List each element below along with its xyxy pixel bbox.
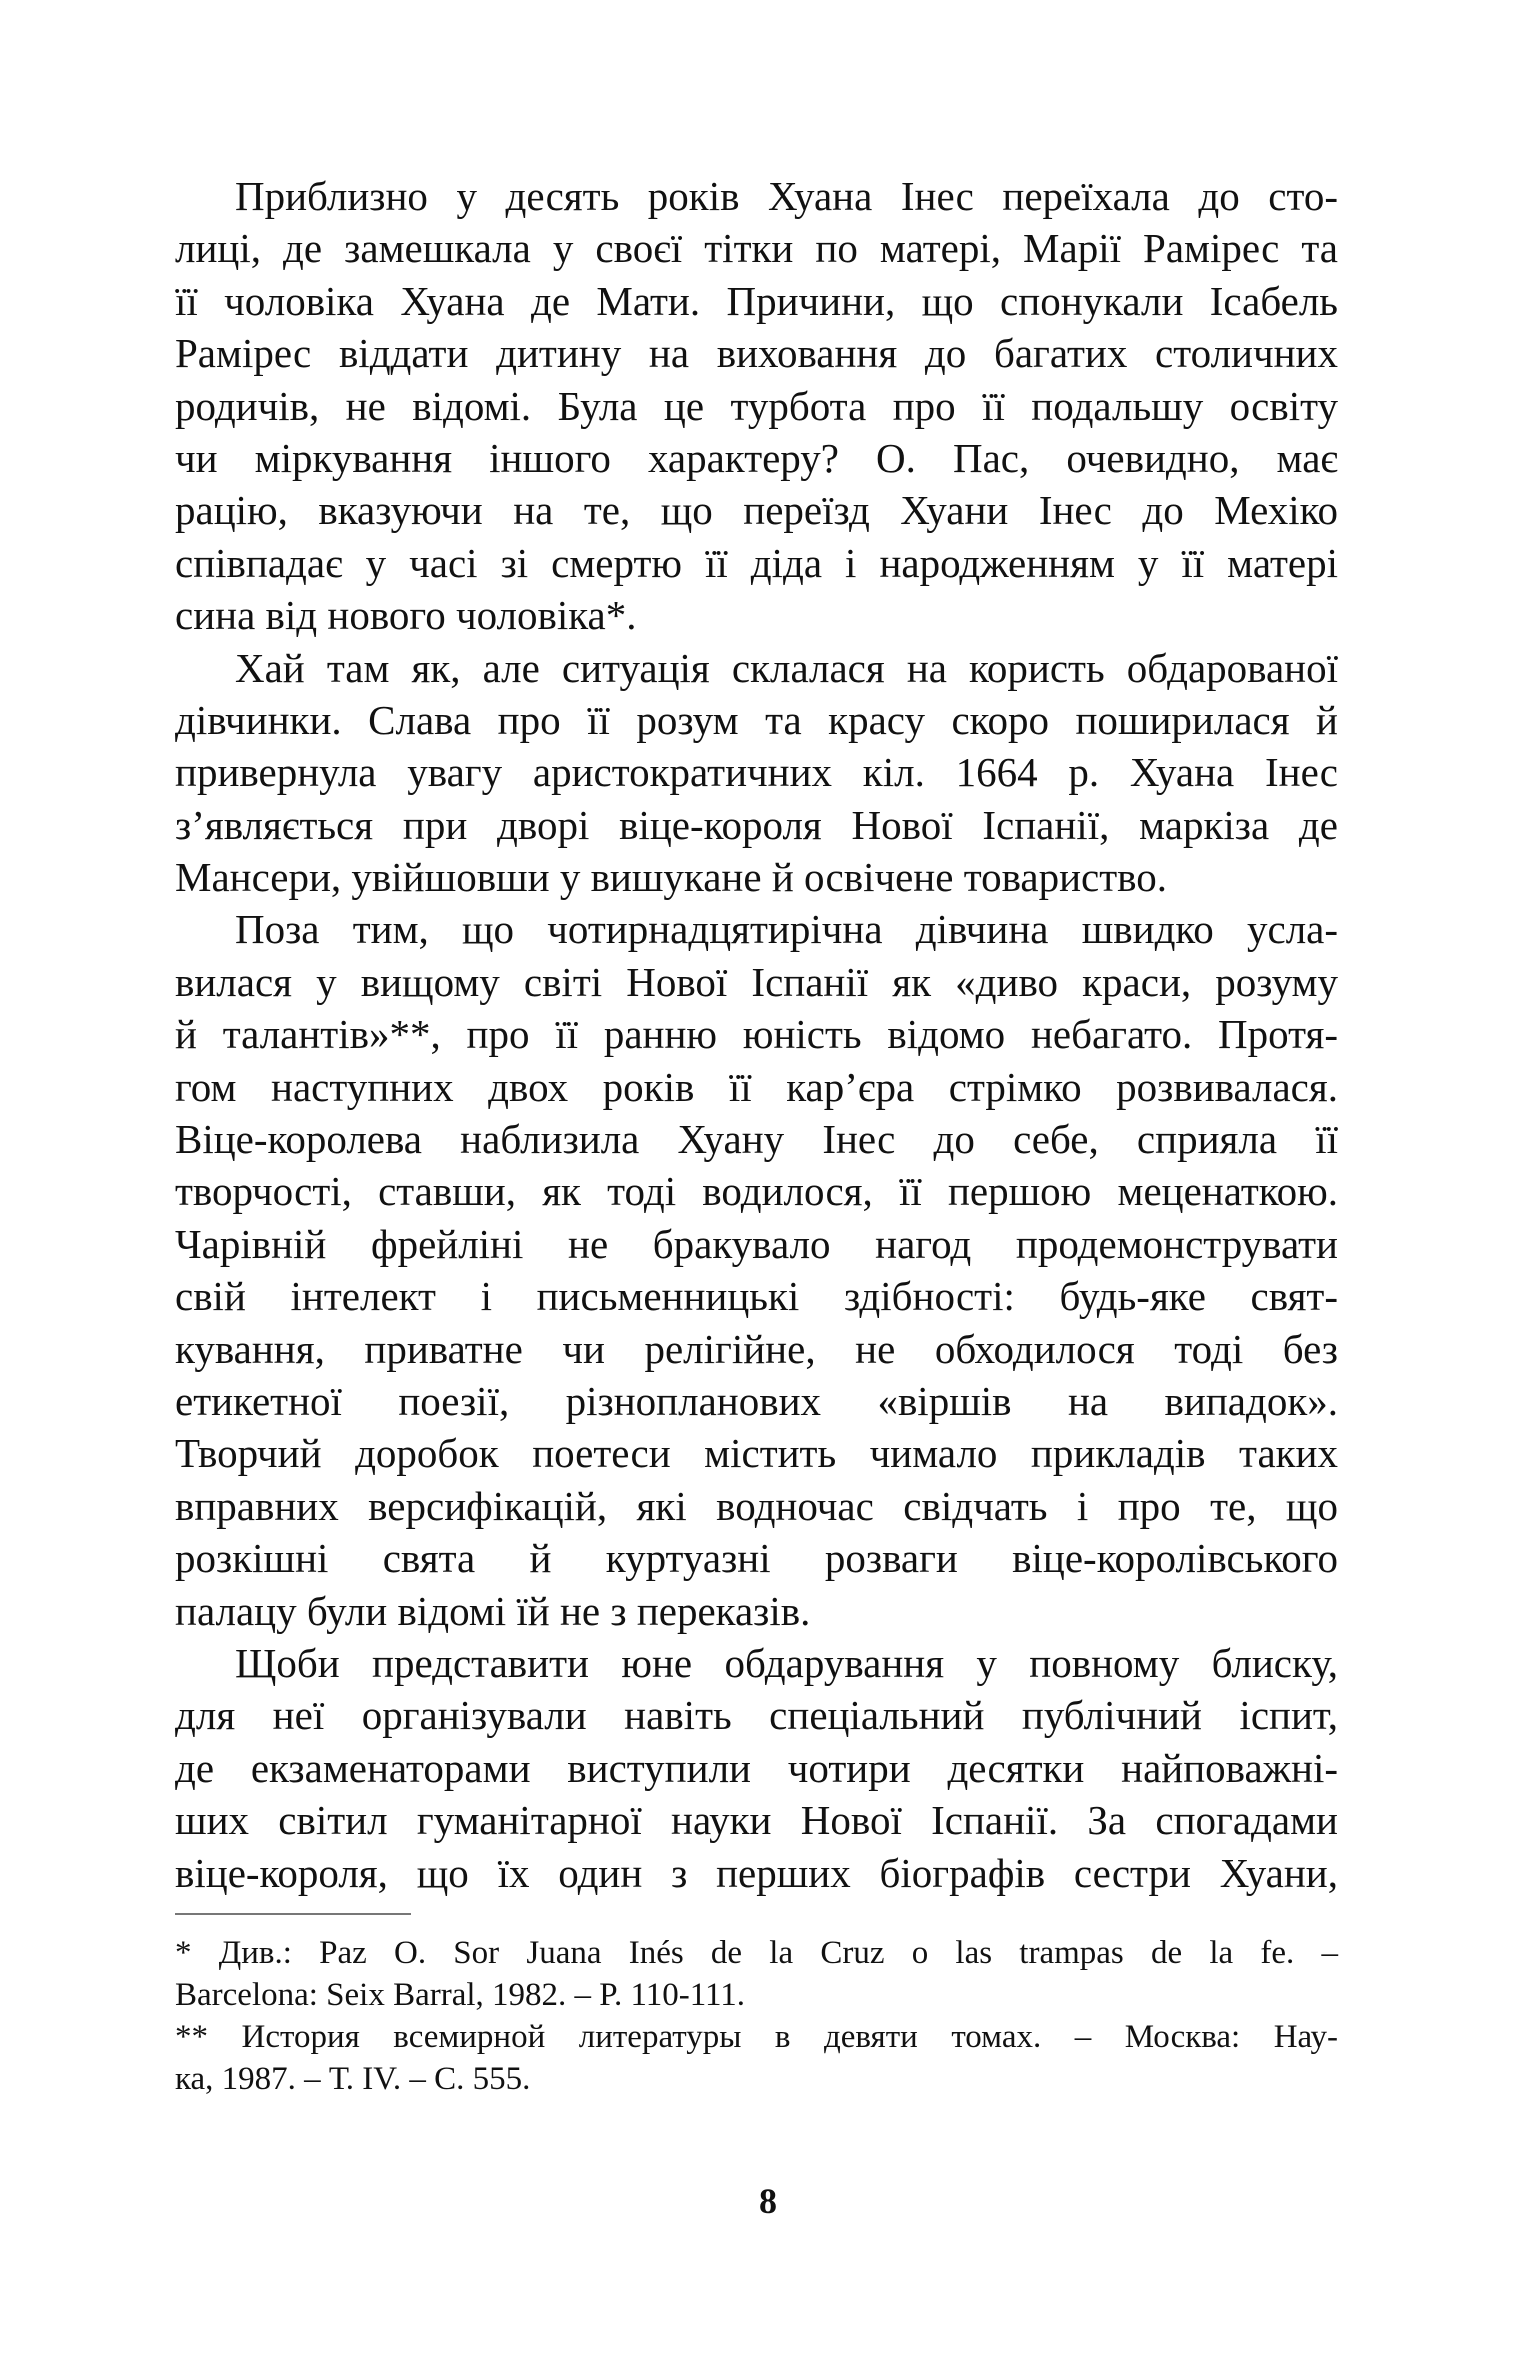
text-line: родичів, не відомі. Була це турбота про її подальшу освіту: [175, 382, 1338, 429]
text-line: чи міркування іншого характеру? О. Пас, очевидно, має: [175, 434, 1338, 481]
text-line: кування, приватне чи релігійне, не обходилося тоді без: [175, 1325, 1338, 1372]
text-line: палацу були відомі їй не з переказів.: [175, 1587, 811, 1634]
footnote-line: ** История всемирной литературы в девяти томах. – Москва: Нау-: [175, 2019, 1338, 2055]
text-line: де екзаменаторами виступили чотири десятки найповажні-: [175, 1744, 1338, 1791]
text-line: дівчинки. Слава про її розум та красу скоро поширилася й: [175, 696, 1338, 743]
text-line: вилася у вищому світі Нової Іспанії як «диво краси, розуму: [175, 958, 1338, 1005]
page-number: 8: [759, 2181, 777, 2221]
text-line: свій інтелект і письменницькі здібності: будь-яке свят-: [175, 1273, 1338, 1320]
footnote-line: ка, 1987. – Т. IV. – С. 555.: [175, 2061, 531, 2097]
text-line: етикетної поезії, різнопланових «віршів на випадок».: [175, 1377, 1338, 1424]
footnote-divider: [175, 1913, 411, 1915]
footnotes: [175, 1932, 1338, 2100]
body-text: [175, 170, 1338, 1899]
text-line: Творчий доробок поетеси містить чимало прикладів таких: [175, 1430, 1338, 1477]
text-line: співпадає у часі зі смертю її діда і народженням у її матері: [175, 539, 1338, 586]
text-line: її чоловіка Хуана де Мати. Причини, що спонукали Ісабель: [175, 277, 1338, 324]
text-line: Щоби представити юне обдарування у повному блиску,: [235, 1639, 1338, 1686]
text-line: Приблизно у десять років Хуана Інес переїхала до сто-: [235, 173, 1338, 219]
text-line: й талантів»**, про її ранню юність відомо небагато. Протя-: [175, 1011, 1338, 1058]
text-line: Віце-королева наблизила Хуану Інес до себе, сприяла її: [175, 1116, 1338, 1163]
text-line: лиці, де замешкала у своєї тітки по матері, Марії Рамірес та: [175, 225, 1338, 272]
footnote-line: * Див.: Paz O. Sor Juana Inés de la Cruz o las trampas de la fe. –: [175, 1935, 1338, 1971]
text-line: Чарівній фрейліні не бракувало нагод продемонструвати: [175, 1220, 1338, 1267]
footnote-line: Barcelona: Seix Barral, 1982. – P. 110-111.: [175, 1977, 746, 2013]
text-line: для неї організували навіть спеціальний публічний іспит,: [175, 1692, 1338, 1739]
text-line: з’являється при дворі віце-короля Нової Іспанії, маркіза де: [175, 801, 1338, 848]
text-line: віце-короля, що їх один з перших біографів сестри Хуани,: [175, 1849, 1338, 1896]
text-line: Хай там як, але ситуація склалася на користь обдарованої: [235, 644, 1338, 691]
text-line: вправних версифікацій, які водночас свідчать і про те, що: [175, 1482, 1338, 1529]
text-line: ших світил гуманітарної науки Нової Іспанії. За спогадами: [175, 1797, 1338, 1844]
text-line: гом наступних двох років її кар’єра стрімко розвивалася.: [175, 1063, 1338, 1110]
text-line: розкішні свята й куртуазні розваги віце-королівського: [175, 1535, 1338, 1582]
text-line: Мансери, увійшовши у вишукане й освічене товариство.: [175, 854, 1167, 901]
text-line: рацію, вказуючи на те, що переїзд Хуани Інес до Мехіко: [175, 487, 1338, 534]
text-line: Поза тим, що чотирнадцятирічна дівчина швидко усла-: [235, 906, 1338, 953]
text-line: привернула увагу аристократичних кіл. 1664 р. Хуана Інес: [175, 749, 1338, 796]
text-line: творчості, ставши, як тоді водилося, її першою меценаткою.: [175, 1168, 1338, 1215]
text-line: сина від нового чоловіка*.: [175, 592, 637, 639]
text-line: Рамірес віддати дитину на виховання до багатих столичних: [175, 330, 1338, 377]
